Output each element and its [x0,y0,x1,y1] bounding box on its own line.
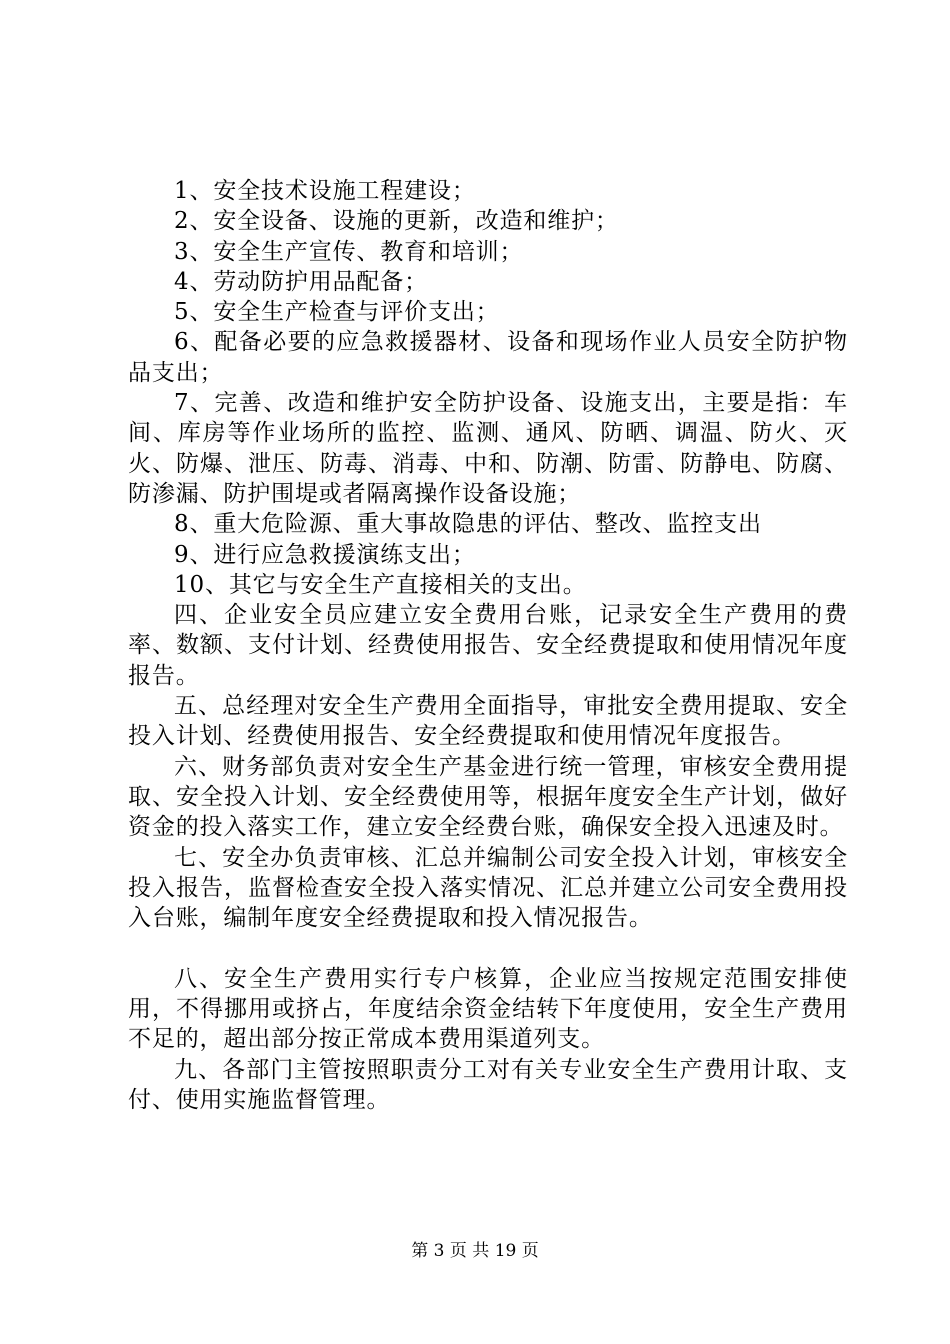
list-item-6: 6、配备必要的应急救援器材、设备和现场作业人员安全防护物品支出； [128,329,848,386]
paragraph-spacer [128,933,848,963]
section-7-paragraph: 七、安全办负责审核、汇总并编制公司安全投入计划，审核安全投入报告，监督检查安全投入落实情况、汇总并建立公司安全费用投入台账，编制年度安全经费提取和投入情况报告。 [128,844,848,932]
list-item-4: 4、劳动防护用品配备； [174,268,428,295]
list-item-8: 8、重大危险源、重大事故隐患的评估、整改、监控支出 [174,511,762,538]
section-9-paragraph: 九、各部门主管按照职责分工对有关专业安全生产费用计取、支付、使用实施监督管理。 [128,1056,848,1113]
section-8-paragraph: 八、安全生产费用实行专户核算，企业应当按规定范围安排使用，不得挪用或挤占，年度结余资金结转下年度使用，安全生产费用不足的，超出部分按正常成本费用渠道列支。 [128,965,848,1053]
list-item-1: 1、安全技术设施工程建设； [174,178,476,204]
list-item-10: 10、其它与安全生产直接相关的支出。 [174,571,587,598]
section-4-paragraph: 四、企业安全员应建立安全费用台账，记录安全生产费用的费率、数额、支付计划、经费使用报告、安全经费提取和使用情况年度报告。 [128,602,848,689]
section-5-paragraph: 五、总经理对安全生产费用全面指导，审批安全费用提取、安全投入计划、经费使用报告、安全经费提取和使用情况年度报告。 [128,693,848,750]
list-item-5: 5、安全生产检查与评价支出； [174,299,500,326]
document-body [128,176,848,1115]
page-number-footer: 第 3 页 共 19 页 [411,1241,539,1261]
list-item-7: 7、完善、改造和维护安全防护设备、设施支出，主要是指：车间、库房等作业场所的监控、监测、通风、防晒、调温、防火、灭火、防爆、泄压、防毒、消毒、中和、防潮、防雷、防静电、防腐、防渗漏、防护围堤或者隔离操作设备设施； [128,390,848,507]
list-item-2: 2、安全设备、设施的更新，改造和维护； [174,208,619,235]
list-item-9: 9、进行应急救援演练支出； [174,541,476,568]
section-6-paragraph: 六、财务部负责对安全生产基金进行统一管理，审核安全费用提取、安全投入计划、安全经费使用等，根据年度安全生产计划，做好资金的投入落实工作，建立安全经费台账，确保安全投入迅速及时。 [128,753,848,841]
list-item-3: 3、安全生产宣传、教育和培训； [174,238,524,265]
